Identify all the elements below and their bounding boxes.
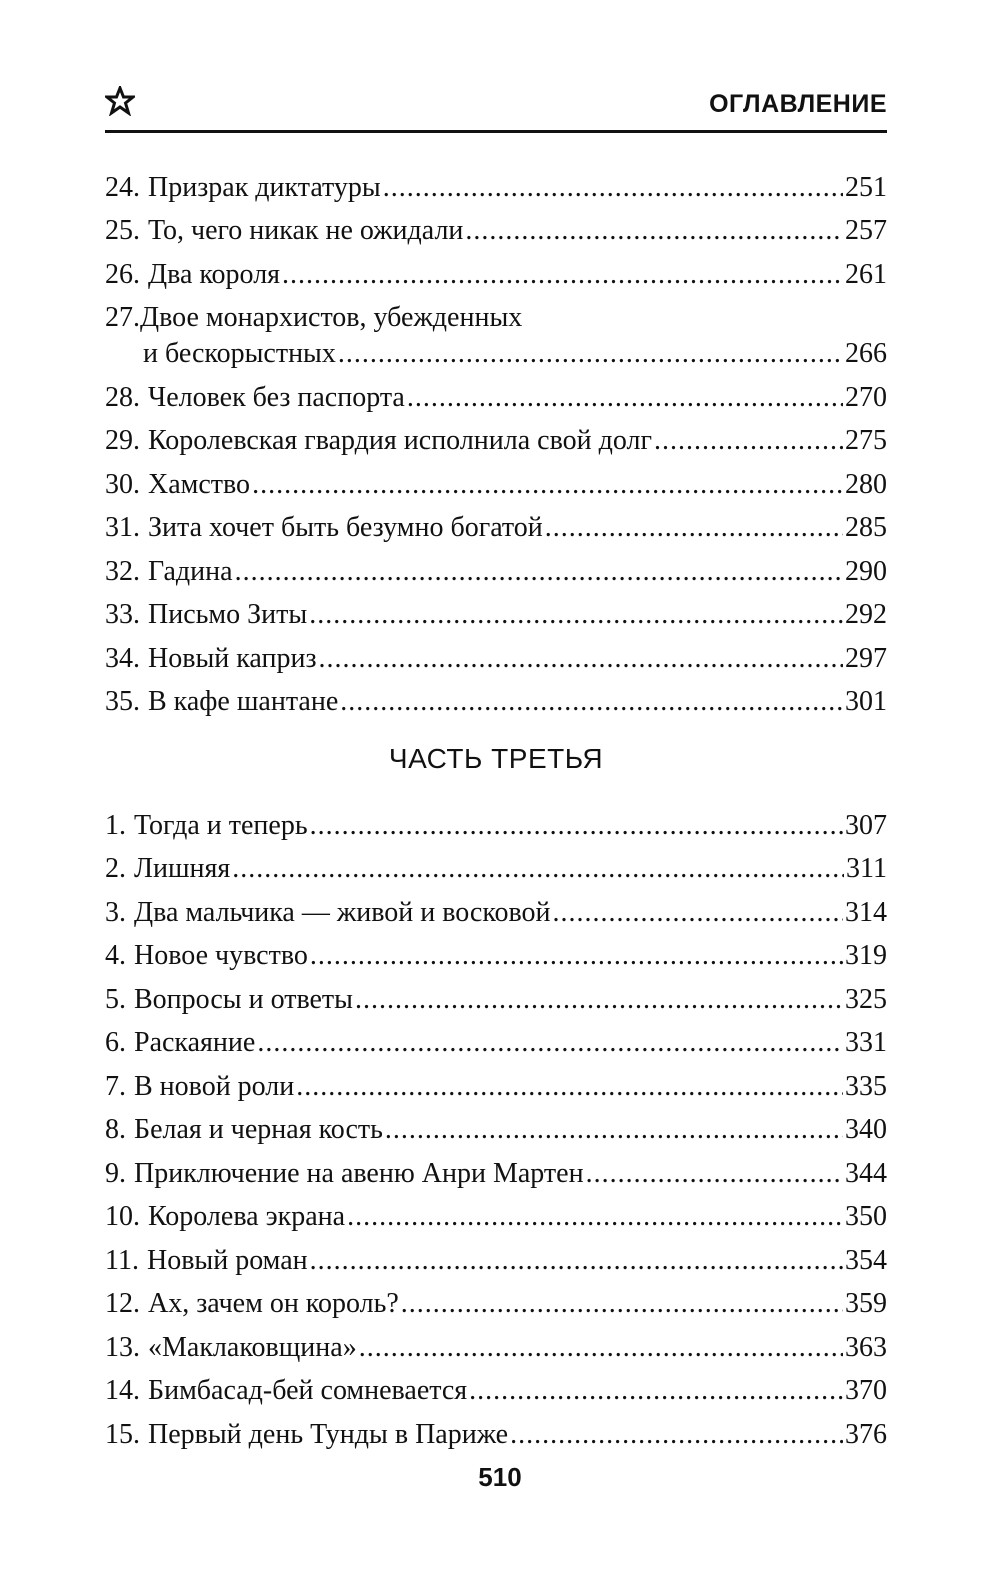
toc-entry-number: 9. xyxy=(105,1157,126,1189)
toc-dot-leader xyxy=(510,1418,843,1452)
toc-entry-number: 3. xyxy=(105,896,126,928)
toc-entry-label xyxy=(105,1287,399,1321)
toc-entry-number: 30. xyxy=(105,468,140,500)
toc-entry-number: 1. xyxy=(105,809,126,841)
toc-entry-page: 354 xyxy=(845,1244,887,1276)
toc-entry xyxy=(105,886,887,930)
toc-entry-title: Зита хочет быть безумно богатой xyxy=(148,512,543,543)
toc-entry xyxy=(105,1321,887,1365)
toc-entry-label xyxy=(105,685,338,719)
toc-entry xyxy=(105,1234,887,1278)
toc-entry-page: 319 xyxy=(845,940,887,971)
toc-entry xyxy=(105,632,887,676)
toc-entry-title: В новой роли xyxy=(134,1070,295,1102)
toc-entry-number: 29. xyxy=(105,425,140,456)
toc-page xyxy=(105,80,887,1452)
toc-entry-title: Королевская гвардия исполнила свой долг xyxy=(148,425,652,456)
toc-entry-page: 301 xyxy=(845,686,887,717)
toc-entry-number: 31. xyxy=(105,512,140,543)
toc-entry-label xyxy=(105,1331,357,1365)
toc-entry-label xyxy=(105,555,233,589)
toc-entry-number: 13. xyxy=(105,1331,140,1363)
toc-entry-title: Хамство xyxy=(148,468,251,500)
toc-entry-page: 359 xyxy=(845,1288,887,1319)
toc-entry xyxy=(105,799,887,843)
toc-entry xyxy=(105,1408,887,1452)
toc-entry-number: 34. xyxy=(105,642,140,674)
toc-part-three xyxy=(105,799,887,1452)
toc-entry-title: Письмо Зиты xyxy=(148,599,308,630)
toc-entry-page: 292 xyxy=(845,599,887,630)
toc-dot-leader xyxy=(407,381,843,415)
toc-entry-page: 261 xyxy=(845,258,887,290)
toc-entry-number: 15. xyxy=(105,1418,140,1450)
toc-entry-title: Двое монархистов, убежденных xyxy=(140,302,523,333)
toc-entry-page: 340 xyxy=(845,1114,887,1145)
toc-dot-leader xyxy=(383,171,843,205)
toc-dot-leader xyxy=(347,1200,843,1234)
toc-entry-label xyxy=(105,258,280,292)
toc-entry-page: 370 xyxy=(845,1375,887,1406)
star-icon xyxy=(105,86,135,116)
toc-entry-title: Призрак диктатуры xyxy=(148,171,381,203)
toc-entry xyxy=(105,1191,887,1235)
toc-entry-number: 4. xyxy=(105,940,126,971)
toc-dot-leader xyxy=(586,1157,843,1191)
toc-entry-number: 11. xyxy=(105,1244,139,1276)
toc-entry-page: 285 xyxy=(845,512,887,543)
toc-entry xyxy=(105,1017,887,1061)
toc-entry-page: 335 xyxy=(845,1070,887,1102)
toc-entry xyxy=(105,973,887,1017)
part-title: ЧАСТЬ ТРЕТЬЯ xyxy=(388,743,604,774)
toc-entry-label xyxy=(105,1200,345,1234)
page-header xyxy=(105,80,887,133)
toc-entry xyxy=(105,458,887,502)
toc-entry-label xyxy=(105,214,463,248)
toc-entry-page: 363 xyxy=(845,1331,887,1363)
toc-dot-leader xyxy=(319,642,843,676)
toc-entry-page: 257 xyxy=(845,215,887,246)
toc-entry-title: Первый день Тунды в Париже xyxy=(148,1418,509,1450)
toc-dot-leader xyxy=(282,258,843,292)
toc-entry-page: 290 xyxy=(845,555,887,587)
toc-entry xyxy=(105,248,887,292)
toc-dot-leader xyxy=(252,468,843,502)
toc-entry-label xyxy=(105,1374,467,1408)
toc-entry-number: 7. xyxy=(105,1070,126,1102)
toc-entry xyxy=(105,292,887,372)
toc-entry-page: 270 xyxy=(845,381,887,413)
toc-dot-leader xyxy=(465,214,843,248)
toc-entry-page: 331 xyxy=(845,1027,887,1058)
toc-entry-number: 6. xyxy=(105,1027,126,1058)
toc-entry xyxy=(105,1365,887,1409)
toc-entry-title: Ах, зачем он король? xyxy=(148,1288,399,1319)
toc-entry-label xyxy=(105,1244,308,1278)
toc-entry-number: 14. xyxy=(105,1375,140,1406)
toc-dot-leader xyxy=(338,337,843,371)
toc-dot-leader xyxy=(310,809,843,843)
toc-entry-label xyxy=(105,598,307,632)
toc-entry-title: «Маклаковщина» xyxy=(148,1331,357,1363)
toc-entry-number: 35. xyxy=(105,686,140,717)
toc-entry-title: Новый роман xyxy=(146,1244,308,1276)
toc-dot-leader xyxy=(309,598,843,632)
toc-entry-label xyxy=(105,809,308,843)
toc-entry-title: Тогда и теперь xyxy=(134,809,308,841)
toc-entry-number: 5. xyxy=(105,983,126,1015)
toc-entry-title: Гадина xyxy=(148,555,233,587)
toc-entry xyxy=(105,502,887,546)
toc-dot-leader xyxy=(296,1070,843,1104)
toc-entry-title: Раскаяние xyxy=(134,1027,256,1058)
toc-dot-leader xyxy=(232,852,844,886)
toc-entry-label xyxy=(105,1113,383,1147)
toc-entry-line xyxy=(105,335,887,371)
toc-entry xyxy=(105,1060,887,1104)
toc-entry-label xyxy=(105,642,317,676)
toc-entry-number: 2. xyxy=(105,853,126,884)
toc-entry xyxy=(105,843,887,887)
toc-entry-number: 32. xyxy=(105,555,140,587)
toc-entry-title: Новый каприз xyxy=(148,642,317,674)
toc-entry-label xyxy=(105,896,551,930)
toc-entry-page: 266 xyxy=(845,338,887,369)
toc-entry-page: 280 xyxy=(845,468,887,500)
toc-entry-title: То, чего никак не ожидали xyxy=(148,215,464,246)
toc-entry-page: 307 xyxy=(845,809,887,841)
toc-entry-title: Человек без паспорта xyxy=(148,381,405,413)
toc-dot-leader xyxy=(469,1374,843,1408)
toc-dot-leader xyxy=(385,1113,843,1147)
toc-dot-leader xyxy=(545,511,843,545)
toc-entry xyxy=(105,1278,887,1322)
toc-entry-title: Вопросы и ответы xyxy=(134,983,353,1015)
toc-dot-leader xyxy=(401,1287,843,1321)
toc-entry-number: 33. xyxy=(105,599,140,630)
toc-entry-page: 297 xyxy=(845,642,887,674)
toc-entry-number: 27. xyxy=(105,302,140,333)
toc-entry-page: 350 xyxy=(845,1201,887,1232)
toc-entry-title: Лишняя xyxy=(134,853,231,884)
toc-entry-label xyxy=(105,852,230,886)
toc-entry xyxy=(105,161,887,205)
toc-entry xyxy=(105,545,887,589)
toc-dot-leader xyxy=(553,896,843,930)
toc-entry-number: 24. xyxy=(105,171,140,203)
toc-entry-title: Новое чувство xyxy=(134,940,308,971)
toc-entry-page: 251 xyxy=(845,171,887,203)
toc-entry-page: 311 xyxy=(846,853,887,884)
toc-entry-label xyxy=(105,424,652,458)
toc-entry-label xyxy=(105,1070,294,1104)
toc-dot-leader xyxy=(359,1331,843,1365)
toc-dot-leader xyxy=(310,939,843,973)
toc-entry xyxy=(105,676,887,720)
toc-entry-number: 8. xyxy=(105,1114,126,1145)
toc-dot-leader xyxy=(310,1244,843,1278)
toc-entry-title: В кафе шантане xyxy=(148,686,339,717)
toc-entry-page: 376 xyxy=(845,1418,887,1450)
toc-dot-leader xyxy=(340,685,843,719)
toc-entry-label xyxy=(105,511,543,545)
toc-entry-label xyxy=(105,1026,255,1060)
toc-dot-leader xyxy=(257,1026,843,1060)
toc-entry-label xyxy=(105,468,250,502)
toc-entry-page: 275 xyxy=(845,425,887,456)
toc-entry-number: 10. xyxy=(105,1201,140,1232)
toc-entry-title: Белая и черная кость xyxy=(134,1114,383,1145)
toc-entry-line xyxy=(105,292,887,336)
toc-entry-number: 28. xyxy=(105,381,140,413)
toc-entry-title: Два короля xyxy=(148,258,281,290)
toc-entry-title: Бимбасад-бей сомневается xyxy=(148,1375,468,1406)
toc-entry-label xyxy=(105,1418,508,1452)
toc-entry-number: 26. xyxy=(105,258,140,290)
toc-entry-label xyxy=(105,1157,584,1191)
page-number: 510 xyxy=(478,1462,522,1492)
toc-entry-page: 325 xyxy=(845,983,887,1015)
toc-entry-number: 25. xyxy=(105,215,140,246)
toc-entry-label xyxy=(105,171,381,205)
toc-part-two xyxy=(105,161,887,719)
toc-entry-number: 12. xyxy=(105,1288,140,1319)
toc-entry-label xyxy=(105,939,308,973)
toc-entry xyxy=(105,371,887,415)
toc-entry xyxy=(105,930,887,974)
toc-dot-leader xyxy=(235,555,843,589)
toc-entry-page: 344 xyxy=(845,1157,887,1189)
running-head-title: ОГЛАВЛЕНИЕ xyxy=(709,90,887,118)
toc-entry-label xyxy=(105,301,522,335)
toc-entry-title: Два мальчика — живой и восковой xyxy=(134,896,551,928)
toc-entry-title: Королева экрана xyxy=(148,1201,346,1232)
toc-entry xyxy=(105,1104,887,1148)
toc-entry-page: 314 xyxy=(845,896,887,928)
toc-entry-label xyxy=(105,983,353,1017)
toc-entry xyxy=(105,589,887,633)
toc-entry xyxy=(105,1147,887,1191)
toc-entry xyxy=(105,205,887,249)
toc-dot-leader xyxy=(654,424,843,458)
toc-dot-leader xyxy=(355,983,843,1017)
toc-entry-title: и бескорыстных xyxy=(143,338,336,369)
toc-entry-title: Приключение на авеню Анри Мартен xyxy=(134,1157,584,1189)
toc-entry-label xyxy=(105,381,405,415)
toc-entry xyxy=(105,415,887,459)
